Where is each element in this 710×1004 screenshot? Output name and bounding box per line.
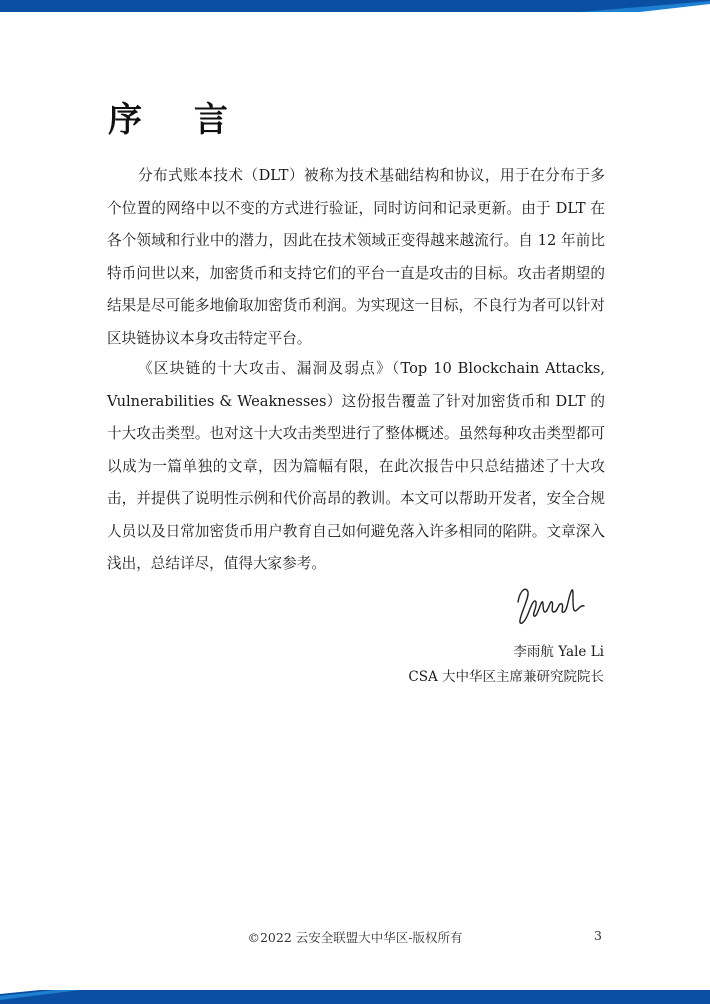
page-number: 3 [594,928,602,943]
paragraph-1: 分布式账本技术（DLT）被称为技术基础结构和协议，用于在分布于多个位置的网络中以不变的方式进行验证，同时访问和记录更新。由于 DLT 在各个领域和行业中的潜力，因此在技术领域正变得越来越流行。自 12 年前比特币问世以来，加密货币和支持它们的平台一直是攻击的目标。攻击者期望的结果是尽可能多地偷取加密货币利润。为实现这一目标，不良行为者可以针对区块链协议本身攻击特定平台。 [107,167,605,347]
handwritten-signature [512,580,592,628]
top-decorative-bar [0,0,710,12]
paragraph-2: 《区块链的十大攻击、漏洞及弱点》（Top 10 Blockchain Attacks, Vulnerabilities & Weaknesses）这份报告覆盖了针对加密货币和 DLT 的十大攻击类型。也对这十大攻击类型进行了整体概述。虽然每种攻击类型都可以成为一篇单独的文章，因为篇幅有限，在此次报告中只总结描述了十大攻击，并提供了说明性示例和代价高昂的教训。本文可以帮助开发者，安全合规人员以及日常加密货币用户教育自己如何避免落入许多相同的陷阱。文章深入浅出，总结详尽，值得大家参考。 [107,360,605,572]
bottom-decorative-bar [0,990,710,1004]
signatory-name: 李雨航 Yale Li [513,644,604,660]
signatory-role: CSA 大中华区主席兼研究院院长 [408,669,604,685]
page-title: 序 言 [108,100,248,140]
footer-copyright: ©2022 云安全联盟大中华区-版权所有 [247,930,463,945]
